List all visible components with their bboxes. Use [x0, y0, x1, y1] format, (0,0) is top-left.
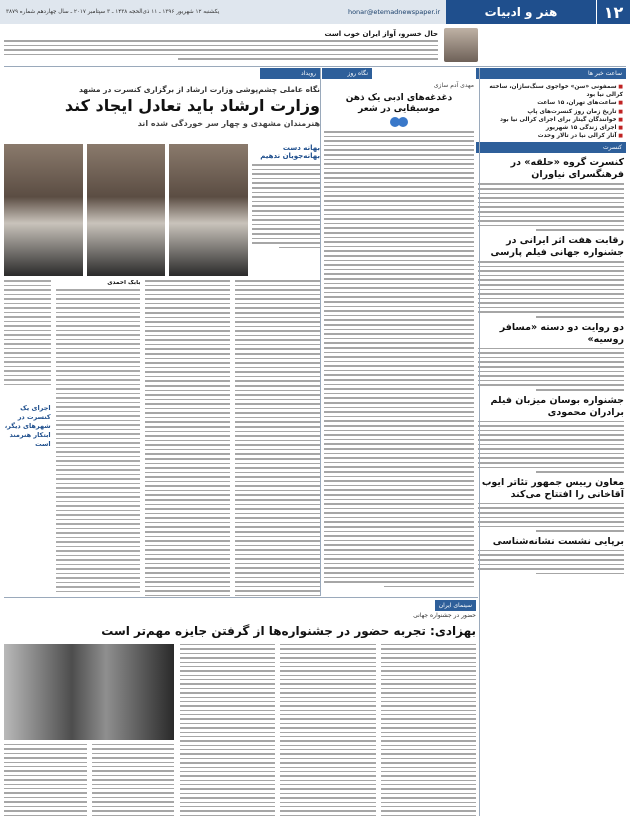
- brief-item: ■ سمفونی «سن» خواجوی سنگ‌سازان، ساخته کرالی نیا بود: [479, 83, 623, 99]
- brief-body: [478, 421, 624, 473]
- portrait-photo: [169, 144, 248, 276]
- section-title: هنر و ادبیات: [446, 0, 596, 24]
- photo-row: [4, 144, 248, 276]
- date-line: یکشنبه ۱۲ شهریور ۱۳۹۶ ـ ۱۱ ذی‌الحجه ۱۴۳۸ ـ ۳ سپتامبر ۲۰۱۷ ـ سال چهاردهم شماره ۳۸۷۹: [6, 9, 220, 15]
- brief-body: [478, 503, 624, 532]
- page-header: [0, 0, 630, 24]
- pull-quote-column: [4, 280, 51, 596]
- section-email[interactable]: honar@etemadnewspaper.ir: [347, 8, 440, 16]
- lower-body-columns: [180, 644, 476, 816]
- main-headline: وزارت ارشاد باید تعادل ایجاد کند: [64, 96, 320, 115]
- strip-title: حال خسرو، آواز ایران خوب است: [324, 30, 438, 38]
- brief-body: [478, 183, 624, 231]
- film-still-photo: [4, 644, 174, 740]
- lower-tag: سینمای ایران: [435, 600, 476, 611]
- body-column: [381, 644, 476, 816]
- column-divider: [479, 68, 480, 816]
- brief-body: [478, 550, 624, 575]
- top-strip-article: [4, 28, 626, 64]
- brief-headline: برپایی نشست نشانه‌شناسی: [492, 535, 624, 547]
- page-number: ۱۲: [596, 0, 630, 24]
- column-divider: [320, 68, 321, 596]
- main-kicker: نگاه عاملی چشم‌پوشی وزارت ارشاد از برگزاری کنسرت در مشهد: [78, 85, 320, 94]
- brief-item: ■ تاریخ زمان روز کنسرت‌های پاپ: [479, 108, 623, 116]
- lower-kicker: حضور در جشنواره جهانی: [413, 612, 476, 619]
- article-byline: بابک احمدی: [107, 280, 141, 286]
- lower-article: [4, 600, 476, 816]
- divider: [4, 66, 626, 67]
- lower-photo-caption-columns: [4, 744, 174, 816]
- body-text: [4, 280, 51, 400]
- briefs-list: [476, 79, 626, 142]
- brief-headline: جشنواره بوسان میزبان فیلم برادران محمودی: [490, 394, 624, 418]
- opinion-column: [322, 68, 476, 588]
- body-column: [4, 744, 87, 816]
- author-photo: [444, 28, 478, 62]
- lower-headline: بهزادی: تجربه حضور در جشنواره‌ها از گرفتن جایزه مهم‌تر است: [101, 624, 476, 638]
- body-text: [56, 289, 141, 592]
- header-info-bar: [0, 0, 446, 24]
- portrait-photo: [87, 144, 166, 276]
- brief-headline: کنسرت گروه «حلقه» در فرهنگسرای نیاوران: [510, 157, 624, 181]
- brief-item: ■ اجرای زندگی ۱۵ شهریور: [479, 124, 623, 132]
- brief-item: ■ خوانندگان گیتار برای اجرای کرالی نیا بود: [479, 116, 623, 124]
- opinion-body: [324, 131, 474, 587]
- body-column: [280, 644, 375, 816]
- body-column: [180, 644, 275, 816]
- body-column: [92, 744, 175, 816]
- side-quote-title: بهانه دست بهانه‌جویان ندهیم: [260, 144, 320, 160]
- brief-headline: رقابت هفت اثر ایرانی در جشنواره جهانی فیلم پارسی: [490, 234, 624, 258]
- main-body-columns: [4, 280, 320, 596]
- main-article: [4, 68, 320, 596]
- opinion-tag: نگاه روز: [322, 68, 372, 79]
- body-column: [235, 280, 320, 596]
- main-subhead: هنرمندان مشهدی و چهار سر خوردگی شده اند: [137, 119, 320, 128]
- concert-tag: کنسرت: [476, 142, 626, 153]
- brief-headline: دو روایت دو دسته «مسافر روسیه»: [499, 321, 624, 345]
- main-tag: رویداد: [260, 68, 320, 79]
- brief-body: [478, 348, 624, 391]
- news-briefs-column: [476, 68, 626, 816]
- body-column: [145, 280, 230, 596]
- quote-icon: [322, 115, 476, 129]
- divider: [4, 597, 478, 598]
- side-quote-body: [252, 164, 320, 248]
- opinion-headline: دغدغه‌های ادبی یک ذهن موسیقایی در شعر: [345, 93, 453, 114]
- portrait-photo: [4, 144, 83, 276]
- strip-body-text: [4, 40, 438, 62]
- side-quote-box: [252, 144, 320, 276]
- pull-quote: اجرای یک کنسرت در شهرهای دیگر، ابتکار هنرمند است: [4, 404, 51, 448]
- brief-item: ■ آثار کرالی نیا در تالار وحدت: [479, 132, 623, 140]
- brief-headline: معاون رییس جمهور تئاتر ایوب آقاخانی را افتتاح می‌کند: [481, 476, 624, 500]
- brief-item: ■ ساعت‌های تهران، ۱۵ ساعت: [479, 99, 623, 107]
- opinion-byline: مهدی آدم سازی: [433, 82, 474, 89]
- brief-body: [478, 261, 624, 318]
- briefs-tag: ساعت خبر ها: [476, 68, 626, 79]
- body-column: [56, 280, 141, 596]
